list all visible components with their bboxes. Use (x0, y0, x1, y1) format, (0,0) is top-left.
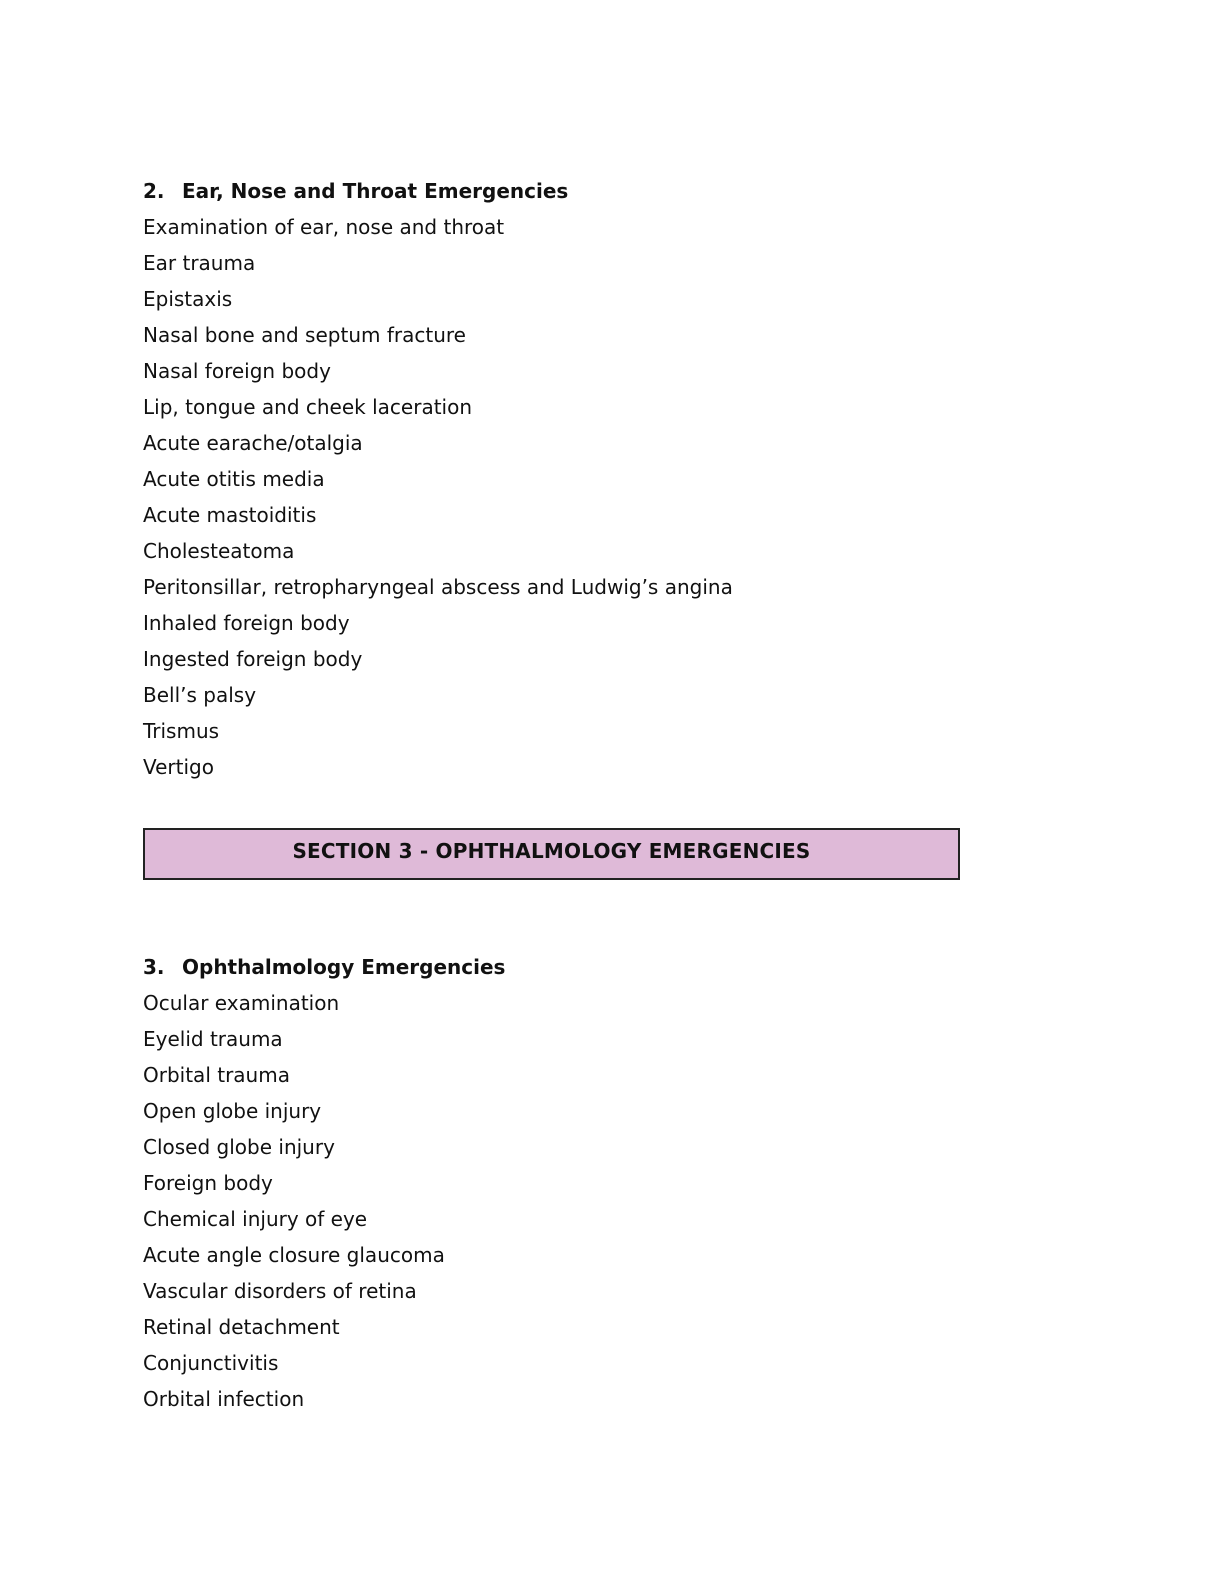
ophthalmology-heading-number: 3. (143, 955, 165, 979)
ophthalmology-topic-list (143, 985, 445, 1417)
list-item: Acute otitis media (143, 467, 325, 491)
list-item: Nasal foreign body (143, 359, 331, 383)
list-item: Open globe injury (143, 1099, 322, 1123)
list-item: Ingested foreign body (143, 647, 363, 671)
list-item: Bell’s palsy (143, 683, 257, 707)
list-item: Foreign body (143, 1171, 273, 1195)
list-item: Examination of ear, nose and throat (143, 215, 505, 239)
ophthalmology-heading-title: Ophthalmology Emergencies (182, 955, 506, 979)
list-item: Retinal detachment (143, 1315, 340, 1339)
ent-heading-number: 2. (143, 179, 165, 203)
list-item: Orbital infection (143, 1387, 305, 1411)
list-item: Lip, tongue and cheek laceration (143, 395, 473, 419)
list-item: Acute angle closure glaucoma (143, 1243, 445, 1267)
list-item: Inhaled foreign body (143, 611, 350, 635)
section-banner: SECTION 3 - OPHTHALMOLOGY EMERGENCIES (143, 828, 960, 880)
list-item: Vertigo (143, 755, 214, 779)
list-item: Ocular examination (143, 991, 340, 1015)
list-item: Vascular disorders of retina (143, 1279, 417, 1303)
list-item: Trismus (143, 719, 220, 743)
list-item: Ear trauma (143, 251, 256, 275)
list-item: Nasal bone and septum fracture (143, 323, 466, 347)
list-item: Closed globe injury (143, 1135, 335, 1159)
list-item: Orbital trauma (143, 1063, 290, 1087)
ent-topic-list (143, 209, 733, 785)
list-item: Epistaxis (143, 287, 233, 311)
list-item: Peritonsillar, retropharyngeal abscess and Ludwig’s angina (143, 575, 733, 599)
list-item: Conjunctivitis (143, 1351, 279, 1375)
ent-heading (143, 179, 568, 203)
list-item: Acute mastoiditis (143, 503, 317, 527)
list-item: Eyelid trauma (143, 1027, 283, 1051)
ophthalmology-heading (143, 955, 505, 979)
ent-heading-title: Ear, Nose and Throat Emergencies (182, 179, 569, 203)
list-item: Acute earache/otalgia (143, 431, 363, 455)
list-item: Chemical injury of eye (143, 1207, 368, 1231)
list-item: Cholesteatoma (143, 539, 295, 563)
